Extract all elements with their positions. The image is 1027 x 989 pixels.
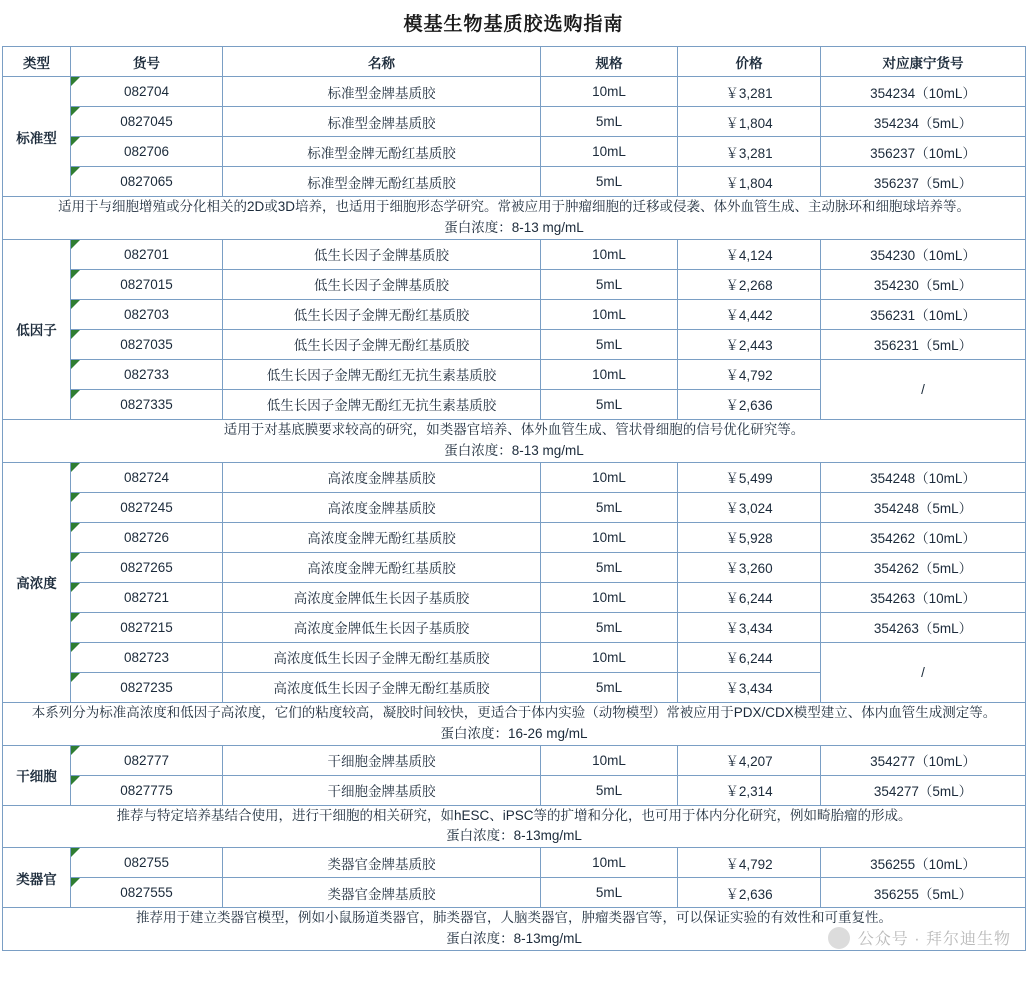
group-note-cell (3, 702, 1026, 745)
corning-code-cell: 354234（5mL） (821, 107, 1026, 137)
product-spec-cell: 5mL (541, 492, 678, 522)
product-name-cell: 高浓度低生长因子金牌无酚红基质胶 (223, 672, 541, 702)
group-note-cell (3, 419, 1026, 462)
group-note-description: 适用于与细胞增殖或分化相关的2D或3D培养，也适用于细胞形态学研究。常被应用于肿瘤细胞的迁移或侵袭、体外血管生成、主动脉环和细胞球培养等。 (57, 199, 970, 214)
corner-marker-icon (71, 107, 80, 116)
product-code-text: 0827555 (120, 885, 173, 901)
corner-marker-icon (71, 643, 80, 652)
corning-code-cell: 354230（5mL） (821, 269, 1026, 299)
product-code-cell (71, 107, 223, 137)
corner-marker-icon (71, 673, 80, 682)
corner-marker-icon (71, 167, 80, 176)
product-code-cell (71, 552, 223, 582)
product-price-cell: ￥3,024 (678, 492, 821, 522)
group-note-concentration: 蛋白浓度：8-13mg/mL (446, 828, 582, 844)
product-code-cell (71, 77, 223, 107)
corner-marker-icon (71, 300, 80, 309)
product-price-cell: ￥2,268 (678, 269, 821, 299)
group-note-description: 本系列分为标准高浓度和低因子高浓度，它们的粘度较高，凝胶时间较快，更适合于体内实验（动物模型）常被应用于PDX/CDX模型建立、体内血管生成测定等。 (31, 704, 997, 720)
product-type-cell: 类器官 (3, 848, 71, 908)
product-name-cell: 类器官金牌基质胶 (223, 848, 541, 878)
product-code-text: 082703 (123, 306, 170, 322)
corning-code-cell: 354234（10mL） (821, 77, 1026, 107)
corner-marker-icon (71, 330, 80, 339)
product-name-cell: 标准型金牌无酚红基质胶 (223, 137, 541, 167)
product-code-text: 0827065 (120, 174, 173, 189)
product-code-cell (71, 329, 223, 359)
product-price-cell: ￥4,792 (678, 359, 821, 389)
column-header-code: 货号 (71, 47, 223, 77)
corner-marker-icon (71, 77, 80, 86)
column-header-type: 类型 (3, 47, 71, 77)
product-spec-cell: 10mL (541, 582, 678, 612)
product-price-cell: ￥3,434 (678, 672, 821, 702)
product-code-cell (71, 359, 223, 389)
product-code-cell (71, 239, 223, 269)
corner-marker-icon (71, 463, 80, 472)
table-row (3, 848, 1026, 878)
corner-marker-icon (71, 390, 80, 399)
product-code-cell (71, 269, 223, 299)
table-row (3, 745, 1026, 775)
corner-marker-icon (71, 776, 80, 785)
corning-code-cell: 354277（5mL） (821, 775, 1026, 805)
group-note-cell (3, 908, 1026, 951)
product-code-cell (71, 522, 223, 552)
corning-code-cell: 354262（5mL） (821, 552, 1026, 582)
product-spec-cell: 5mL (541, 552, 678, 582)
table-row (3, 522, 1026, 552)
corning-code-cell: 356255（5mL） (821, 878, 1026, 908)
corning-code-cell: 354262（10mL） (821, 522, 1026, 552)
corner-marker-icon (71, 270, 80, 279)
product-spec-cell: 5mL (541, 775, 678, 805)
product-code-cell (71, 878, 223, 908)
product-price-cell: ￥2,636 (678, 389, 821, 419)
table-row (3, 582, 1026, 612)
group-note-row (3, 197, 1026, 240)
product-price-cell: ￥6,244 (678, 642, 821, 672)
corning-code-cell: 356255（10mL） (821, 848, 1026, 878)
product-code-text: 082706 (123, 144, 170, 159)
group-note-concentration: 蛋白浓度：16-26 mg/mL (440, 725, 588, 741)
product-spec-cell: 5mL (541, 107, 678, 137)
product-name-cell: 高浓度金牌无酚红基质胶 (223, 522, 541, 552)
corner-marker-icon (71, 848, 80, 857)
table-row (3, 878, 1026, 908)
watermark-text: 公众号 · 拜尔迪生物 (857, 931, 1011, 948)
product-name-cell: 低生长因子金牌基质胶 (223, 239, 541, 269)
table-row (3, 552, 1026, 582)
corning-code-cell: 356237（10mL） (821, 137, 1026, 167)
corning-code-cell: 356237（5mL） (821, 167, 1026, 197)
product-spec-cell: 10mL (541, 745, 678, 775)
product-type-cell: 干细胞 (3, 745, 71, 805)
product-code-text: 082704 (123, 84, 170, 99)
product-price-cell: ￥4,207 (678, 745, 821, 775)
corning-code-cell: 354248（10mL） (821, 462, 1026, 492)
table-row (3, 492, 1026, 522)
corner-marker-icon (71, 878, 80, 887)
corner-marker-icon (71, 613, 80, 622)
product-code-cell (71, 612, 223, 642)
table-row (3, 775, 1026, 805)
product-price-cell: ￥2,636 (678, 878, 821, 908)
product-spec-cell: 5mL (541, 878, 678, 908)
product-name-cell: 高浓度金牌基质胶 (223, 492, 541, 522)
group-note-description: 推荐与特定培养基结合使用，进行干细胞的相关研究，如hESC、iPSC等的扩增和分化，也可用于体内分化研究，例如畸胎瘤的形成。 (116, 807, 912, 823)
product-name-cell: 标准型金牌基质胶 (223, 77, 541, 107)
corning-code-cell: 356231（5mL） (821, 329, 1026, 359)
corner-marker-icon (71, 493, 80, 502)
table-row (3, 299, 1026, 329)
product-code-text: 0827015 (120, 276, 173, 292)
product-price-cell: ￥5,928 (678, 522, 821, 552)
product-spec-cell: 5mL (541, 269, 678, 299)
corner-marker-icon (71, 240, 80, 249)
product-price-cell: ￥4,442 (678, 299, 821, 329)
product-code-text: 0827775 (120, 782, 173, 798)
product-code-text: 0827245 (120, 499, 173, 515)
table-row (3, 137, 1026, 167)
product-price-cell: ￥5,499 (678, 462, 821, 492)
product-name-cell: 低生长因子金牌无酚红无抗生素基质胶 (223, 389, 541, 419)
product-code-text: 082777 (123, 752, 170, 768)
group-note-description: 适用于对基底膜要求较高的研究，如类器官培养、体外血管生成、管状骨细胞的信号优化研究等。 (223, 421, 805, 437)
product-type-cell: 低因子 (3, 239, 71, 419)
product-code-text: 0827235 (120, 679, 173, 695)
product-name-cell: 类器官金牌基质胶 (223, 878, 541, 908)
product-name-cell: 高浓度金牌低生长因子基质胶 (223, 582, 541, 612)
product-spec-cell: 10mL (541, 848, 678, 878)
product-code-cell (71, 642, 223, 672)
header-row (3, 47, 1026, 77)
product-price-cell: ￥6,244 (678, 582, 821, 612)
product-code-cell (71, 848, 223, 878)
product-name-cell: 标准型金牌基质胶 (223, 107, 541, 137)
product-code-text: 082755 (123, 855, 170, 871)
product-name-cell: 高浓度低生长因子金牌无酚红基质胶 (223, 642, 541, 672)
table-row (3, 239, 1026, 269)
product-type-cell: 高浓度 (3, 462, 71, 702)
group-note-cell (3, 197, 1026, 240)
product-code-text: 0827335 (120, 396, 173, 412)
table-header (3, 47, 1026, 77)
product-price-cell: ￥4,792 (678, 848, 821, 878)
corner-marker-icon (71, 523, 80, 532)
product-spec-cell: 10mL (541, 137, 678, 167)
product-spec-cell: 10mL (541, 522, 678, 552)
group-note-row (3, 702, 1026, 745)
corning-code-cell: 354248（5mL） (821, 492, 1026, 522)
product-price-cell: ￥1,804 (678, 167, 821, 197)
product-code-text: 0827265 (120, 559, 173, 575)
product-type-cell: 标准型 (3, 77, 71, 197)
table-row (3, 642, 1026, 672)
product-code-text: 082723 (123, 649, 170, 665)
product-code-cell (71, 299, 223, 329)
table-row (3, 107, 1026, 137)
group-note-cell (3, 805, 1026, 848)
product-spec-cell: 10mL (541, 359, 678, 389)
product-name-cell: 高浓度金牌基质胶 (223, 462, 541, 492)
product-code-text: 0827215 (120, 619, 173, 635)
product-code-text: 082724 (123, 469, 170, 485)
group-note-concentration: 蛋白浓度：8-13 mg/mL (444, 219, 584, 235)
table-row (3, 269, 1026, 299)
product-code-text: 082733 (123, 366, 170, 382)
column-header-corning: 对应康宁货号 (821, 47, 1026, 77)
product-price-cell: ￥1,804 (678, 107, 821, 137)
group-note-concentration: 蛋白浓度：8-13 mg/mL (444, 442, 584, 458)
group-note-row (3, 805, 1026, 848)
group-note-row (3, 419, 1026, 462)
corner-marker-icon (71, 360, 80, 369)
table-body (3, 77, 1026, 951)
page-title: 模基生物基质胶选购指南 (403, 14, 624, 35)
product-name-cell: 高浓度金牌低生长因子基质胶 (223, 612, 541, 642)
product-code-cell (71, 775, 223, 805)
product-name-cell: 标准型金牌无酚红基质胶 (223, 167, 541, 197)
column-header-name: 名称 (223, 47, 541, 77)
corning-code-cell: 354263（10mL） (821, 582, 1026, 612)
product-code-cell (71, 492, 223, 522)
product-code-cell (71, 582, 223, 612)
product-spec-cell: 5mL (541, 329, 678, 359)
corner-marker-icon (71, 746, 80, 755)
table-row (3, 612, 1026, 642)
product-name-cell: 低生长因子金牌无酚红基质胶 (223, 299, 541, 329)
product-name-cell: 低生长因子金牌无酚红无抗生素基质胶 (223, 359, 541, 389)
product-code-cell (71, 137, 223, 167)
corning-code-cell: / (821, 642, 1026, 702)
corning-code-cell: / (821, 359, 1026, 419)
table-row (3, 359, 1026, 389)
product-name-cell: 低生长因子金牌基质胶 (223, 269, 541, 299)
corning-code-cell: 354263（5mL） (821, 612, 1026, 642)
table-row (3, 167, 1026, 197)
product-price-cell: ￥2,314 (678, 775, 821, 805)
product-name-cell: 干细胞金牌基质胶 (223, 745, 541, 775)
product-code-cell (71, 672, 223, 702)
product-price-cell: ￥3,434 (678, 612, 821, 642)
product-price-cell: ￥3,260 (678, 552, 821, 582)
product-code-cell (71, 167, 223, 197)
product-spec-cell: 5mL (541, 389, 678, 419)
product-spec-cell: 5mL (541, 167, 678, 197)
corning-code-cell: 356231（10mL） (821, 299, 1026, 329)
product-code-text: 082701 (123, 246, 170, 262)
product-name-cell: 干细胞金牌基质胶 (223, 775, 541, 805)
product-spec-cell: 10mL (541, 299, 678, 329)
product-code-text: 0827045 (120, 114, 173, 129)
corner-marker-icon (71, 137, 80, 146)
product-code-cell (71, 462, 223, 492)
product-name-cell: 低生长因子金牌无酚红基质胶 (223, 329, 541, 359)
column-header-spec: 规格 (541, 47, 678, 77)
product-code-cell (71, 745, 223, 775)
product-price-cell: ￥2,443 (678, 329, 821, 359)
product-spec-cell: 10mL (541, 77, 678, 107)
group-note-description: 推荐用于建立类器官模型，例如小鼠肠道类器官，肺类器官，人脑类器官，肿瘤类器官等，可以保证实验的有效性和可重复性。 (136, 910, 892, 926)
product-spec-cell: 10mL (541, 642, 678, 672)
product-table (2, 46, 1026, 951)
product-price-cell: ￥3,281 (678, 77, 821, 107)
corner-marker-icon (71, 583, 80, 592)
product-code-text: 082721 (123, 589, 170, 605)
table-row (3, 329, 1026, 359)
product-spec-cell: 5mL (541, 612, 678, 642)
product-spec-cell: 10mL (541, 462, 678, 492)
product-name-cell: 高浓度金牌无酚红基质胶 (223, 552, 541, 582)
corner-marker-icon (71, 553, 80, 562)
product-spec-cell: 5mL (541, 672, 678, 702)
group-note-row (3, 908, 1026, 951)
product-spec-cell: 10mL (541, 239, 678, 269)
corning-code-cell: 354277（10mL） (821, 745, 1026, 775)
group-note-concentration: 蛋白浓度：8-13mg/mL (446, 931, 582, 947)
product-code-text: 0827035 (120, 336, 173, 352)
product-code-cell (71, 389, 223, 419)
product-price-cell: ￥3,281 (678, 137, 821, 167)
product-price-cell: ￥4,124 (678, 239, 821, 269)
corning-code-cell: 354230（10mL） (821, 239, 1026, 269)
table-row (3, 462, 1026, 492)
column-header-price: 价格 (678, 47, 821, 77)
product-code-text: 082726 (123, 529, 170, 545)
table-row (3, 77, 1026, 107)
